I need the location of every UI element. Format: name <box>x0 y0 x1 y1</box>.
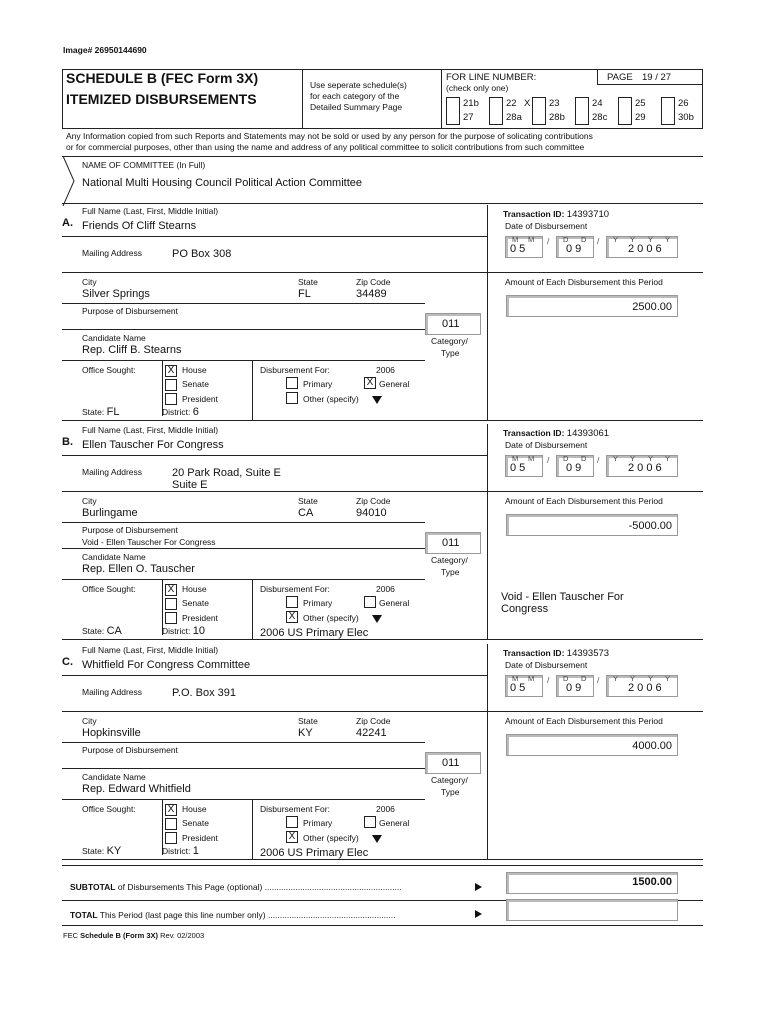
year-hint-4: Y <box>665 454 671 463</box>
zip-label: Zip Code <box>356 496 391 506</box>
date-label: Date of Disbursement <box>505 440 588 450</box>
type-label: Type <box>441 348 460 358</box>
disbursement-for-label: Disbursement For: <box>260 584 330 594</box>
year-hint-4: Y <box>665 235 671 244</box>
general-checkbox[interactable] <box>364 596 376 608</box>
date-label: Date of Disbursement <box>505 660 588 670</box>
candidate-name: Rep. Cliff B. Stearns <box>82 344 182 356</box>
year-hint-3: Y <box>648 235 654 244</box>
primary-label: Primary <box>303 818 333 828</box>
state-label: State <box>298 716 318 726</box>
primary-checkbox[interactable] <box>286 816 298 828</box>
committee-name: National Multi Housing Council Political Action Committee <box>82 177 363 189</box>
line-label: 28c <box>592 112 608 123</box>
notice-line2: or for commercial purposes, other than using the name and address of any political committee to solicit contributions from such committee <box>66 142 585 152</box>
election-year: 2006 <box>376 365 395 375</box>
line-22-checkbox[interactable] <box>489 97 503 125</box>
city: Silver Springs <box>82 288 150 300</box>
office-sought-label: Office Sought: <box>82 804 136 814</box>
transaction-id: Transaction ID: 14393573 <box>503 648 610 659</box>
other-label: Other (specify) <box>303 394 359 404</box>
candidate-state: State: CA <box>82 625 122 637</box>
page-label: PAGE <box>607 72 633 83</box>
general-checkbox[interactable] <box>364 816 376 828</box>
primary-label: Primary <box>303 598 333 608</box>
state: FL <box>298 288 311 300</box>
category-code: 011 <box>442 318 460 330</box>
line-24-checkbox[interactable] <box>575 97 589 125</box>
line-25-checkbox[interactable] <box>618 97 632 125</box>
president-label: President <box>182 613 218 623</box>
schedule-subtitle: ITEMIZED DISBURSEMENTS <box>66 91 257 107</box>
house-label: House <box>182 804 207 814</box>
senate-label: Senate <box>182 598 209 608</box>
line-label: 27 <box>463 112 474 123</box>
year-hint-2: Y <box>630 235 636 244</box>
zip-label: Zip Code <box>356 716 391 726</box>
other-label: Other (specify) <box>303 833 359 843</box>
day-hint-1: D <box>563 454 569 463</box>
transaction-id: Transaction ID: 14393061 <box>503 428 610 439</box>
month-hint-1: M <box>512 674 519 683</box>
date-month: 0 5 <box>510 243 526 255</box>
mailing-address: PO Box 308 <box>172 248 232 260</box>
payee-name: Friends Of Cliff Stearns <box>82 220 197 232</box>
line-label: 30b <box>678 112 694 123</box>
other-arrow-icon <box>372 615 382 623</box>
zip: 94010 <box>356 507 387 519</box>
category-code: 011 <box>442 537 460 549</box>
subtotal-value: 1500.00 <box>632 876 672 888</box>
line-label: 21b <box>463 98 479 109</box>
full-name-label: Full Name (Last, First, Middle Initial) <box>82 425 219 435</box>
date-slash: / <box>547 236 550 246</box>
day-hint-1: D <box>563 235 569 244</box>
candidate-name-label: Candidate Name <box>82 552 146 562</box>
zip: 42241 <box>356 727 387 739</box>
amount-label: Amount of Each Disbursement this Period <box>505 496 663 506</box>
line-21b-checkbox[interactable] <box>446 97 460 125</box>
mailing-address-label: Mailing Address <box>82 687 143 697</box>
date-year: 2 0 0 6 <box>628 462 662 474</box>
committee-chevron <box>62 156 76 206</box>
category-label: Category/ <box>431 555 468 565</box>
office-house-checkbox[interactable]: X <box>165 365 177 377</box>
mailing-address: 20 Park Road, Suite E <box>172 467 281 479</box>
purpose-label: Purpose of Disbursement <box>82 525 178 535</box>
month-hint-2: M <box>528 235 535 244</box>
general-label: General <box>379 818 410 828</box>
zip: 34489 <box>356 288 387 300</box>
date-slash: / <box>547 675 550 685</box>
candidate-name: Rep. Edward Whitfield <box>82 783 191 795</box>
category-label: Category/ <box>431 336 468 346</box>
election-year: 2006 <box>376 804 395 814</box>
date-day: 0 9 <box>566 462 582 474</box>
line-check-mark: X <box>524 98 531 109</box>
office-senate-checkbox[interactable] <box>165 598 177 610</box>
entry-letter: B. <box>62 436 73 448</box>
city: Burlingame <box>82 507 138 519</box>
purpose-label: Purpose of Disbursement <box>82 745 178 755</box>
full-name-label: Full Name (Last, First, Middle Initial) <box>82 645 219 655</box>
other-checkbox[interactable] <box>286 392 298 404</box>
instruction-line1: Use seperate schedule(s) <box>310 80 407 90</box>
day-hint-2: D <box>581 235 587 244</box>
amount-value: 4000.00 <box>632 740 672 752</box>
total-arrow <box>475 910 482 918</box>
subtotal-label: SUBTOTAL of Disbursements This Page (optional) .......................................................... <box>70 882 402 892</box>
line-label: 29 <box>635 112 646 123</box>
line-label: 26 <box>678 98 689 109</box>
candidate-state: State: FL <box>82 406 120 418</box>
date-slash: / <box>597 675 600 685</box>
general-label: General <box>379 379 410 389</box>
other-checkbox[interactable]: X <box>286 611 298 623</box>
candidate-district: District: 10 <box>162 625 205 637</box>
date-year: 2 0 0 6 <box>628 682 662 694</box>
mailing-address: P.O. Box 391 <box>172 687 237 699</box>
line-number-label: FOR LINE NUMBER: <box>446 72 537 83</box>
date-day: 0 9 <box>566 243 582 255</box>
office-sought-label: Office Sought: <box>82 584 136 594</box>
transaction-id: Transaction ID: 14393710 <box>503 209 610 220</box>
general-checkbox[interactable]: X <box>364 377 376 389</box>
payee-name: Ellen Tauscher For Congress <box>82 439 224 451</box>
instruction-line3: Detailed Summary Page <box>310 102 403 112</box>
amount-label: Amount of Each Disbursement this Period <box>505 277 663 287</box>
city-label: City <box>82 716 97 726</box>
president-label: President <box>182 394 218 404</box>
year-hint-4: Y <box>665 674 671 683</box>
date-slash: / <box>597 455 600 465</box>
state: CA <box>298 507 314 519</box>
election-year: 2006 <box>376 584 395 594</box>
schedule-title: SCHEDULE B (FEC Form 3X) <box>66 70 259 86</box>
city-label: City <box>82 496 97 506</box>
primary-label: Primary <box>303 379 333 389</box>
line-26-checkbox[interactable] <box>661 97 675 125</box>
payee-name: Whitfield For Congress Committee <box>82 659 251 671</box>
total-box <box>506 899 678 921</box>
line-label: 24 <box>592 98 603 109</box>
line-label: 22 <box>506 98 517 109</box>
candidate-district: District: 6 <box>162 406 199 418</box>
other-arrow-icon <box>372 835 382 843</box>
year-hint-3: Y <box>648 454 654 463</box>
disbursement-for-label: Disbursement For: <box>260 804 330 814</box>
category-code: 011 <box>442 757 460 769</box>
date-label: Date of Disbursement <box>505 221 588 231</box>
city-label: City <box>82 277 97 287</box>
line-label: 25 <box>635 98 646 109</box>
state-label: State <box>298 496 318 506</box>
house-label: House <box>182 365 207 375</box>
date-month: 0 5 <box>510 462 526 474</box>
year-hint-3: Y <box>648 674 654 683</box>
office-senate-checkbox[interactable] <box>165 818 177 830</box>
total-label: TOTAL This Period (last page this line number only) ...................................................... <box>70 910 396 920</box>
year-hint-1: Y <box>613 235 619 244</box>
date-slash: / <box>547 455 550 465</box>
page-value: 19 / 27 <box>642 72 672 83</box>
date-slash: / <box>597 236 600 246</box>
city: Hopkinsville <box>82 727 141 739</box>
candidate-district: District: 1 <box>162 845 199 857</box>
category-label: Category/ <box>431 775 468 785</box>
office-president-checkbox[interactable] <box>165 612 177 624</box>
amount-value: 2500.00 <box>632 301 672 313</box>
month-hint-1: M <box>512 454 519 463</box>
candidate-name-label: Candidate Name <box>82 772 146 782</box>
year-hint-1: Y <box>613 454 619 463</box>
year-hint-2: Y <box>630 454 636 463</box>
month-hint-2: M <box>528 454 535 463</box>
subtotal-arrow <box>475 883 482 891</box>
general-label: General <box>379 598 410 608</box>
office-sought-label: Office Sought: <box>82 365 136 375</box>
year-hint-1: Y <box>613 674 619 683</box>
line-label: 28a <box>506 112 522 123</box>
form-footer: FEC Schedule B (Form 3X) Rev. 02/2003 <box>63 931 205 940</box>
zip-label: Zip Code <box>356 277 391 287</box>
amount-value: -5000.00 <box>628 520 672 532</box>
mailing-address-label: Mailing Address <box>82 248 143 258</box>
mailing-address-line2: Suite E <box>172 479 208 491</box>
line-label: 28b <box>549 112 565 123</box>
line-label: 23 <box>549 98 560 109</box>
image-id: Image# 26950144690 <box>63 45 147 55</box>
memo-text: Void - Ellen Tauscher For Congress <box>501 591 624 615</box>
committee-label: NAME OF COMMITTEE (In Full) <box>82 160 206 170</box>
instruction-line2: for each category of the <box>310 91 400 101</box>
type-label: Type <box>441 787 460 797</box>
office-house-checkbox[interactable]: X <box>165 584 177 596</box>
month-hint-1: M <box>512 235 519 244</box>
day-hint-2: D <box>581 454 587 463</box>
other-checkbox[interactable]: X <box>286 831 298 843</box>
check-only-one: (check only one) <box>446 83 509 93</box>
primary-checkbox[interactable] <box>286 377 298 389</box>
office-president-checkbox[interactable] <box>165 832 177 844</box>
date-day: 0 9 <box>566 682 582 694</box>
year-hint-2: Y <box>630 674 636 683</box>
other-specify-text: 2006 US Primary Elec <box>260 847 369 859</box>
house-label: House <box>182 584 207 594</box>
state: KY <box>298 727 313 739</box>
date-year: 2 0 0 6 <box>628 243 662 255</box>
candidate-name-label: Candidate Name <box>82 333 146 343</box>
other-label: Other (specify) <box>303 613 359 623</box>
senate-label: Senate <box>182 818 209 828</box>
entry-letter: C. <box>62 656 73 668</box>
entry-letter: A. <box>62 217 73 229</box>
primary-checkbox[interactable] <box>286 596 298 608</box>
office-house-checkbox[interactable]: X <box>165 804 177 816</box>
office-senate-checkbox[interactable] <box>165 379 177 391</box>
date-month: 0 5 <box>510 682 526 694</box>
candidate-name: Rep. Ellen O. Tauscher <box>82 563 195 575</box>
other-arrow-icon <box>372 396 382 404</box>
month-hint-2: M <box>528 674 535 683</box>
state-label: State <box>298 277 318 287</box>
other-specify-text: 2006 US Primary Elec <box>260 627 369 639</box>
line-23-checkbox[interactable] <box>532 97 546 125</box>
full-name-label: Full Name (Last, First, Middle Initial) <box>82 206 219 216</box>
purpose: Void - Ellen Tauscher For Congress <box>82 537 216 547</box>
purpose-label: Purpose of Disbursement <box>82 306 178 316</box>
office-president-checkbox[interactable] <box>165 393 177 405</box>
president-label: President <box>182 833 218 843</box>
mailing-address-label: Mailing Address <box>82 467 143 477</box>
senate-label: Senate <box>182 379 209 389</box>
day-hint-2: D <box>581 674 587 683</box>
amount-label: Amount of Each Disbursement this Period <box>505 716 663 726</box>
day-hint-1: D <box>563 674 569 683</box>
disbursement-for-label: Disbursement For: <box>260 365 330 375</box>
notice-line1: Any Information copied from such Reports and Statements may not be sold or used by any person for the purpose of solicating contributions <box>66 131 593 141</box>
candidate-state: State: KY <box>82 845 122 857</box>
type-label: Type <box>441 567 460 577</box>
